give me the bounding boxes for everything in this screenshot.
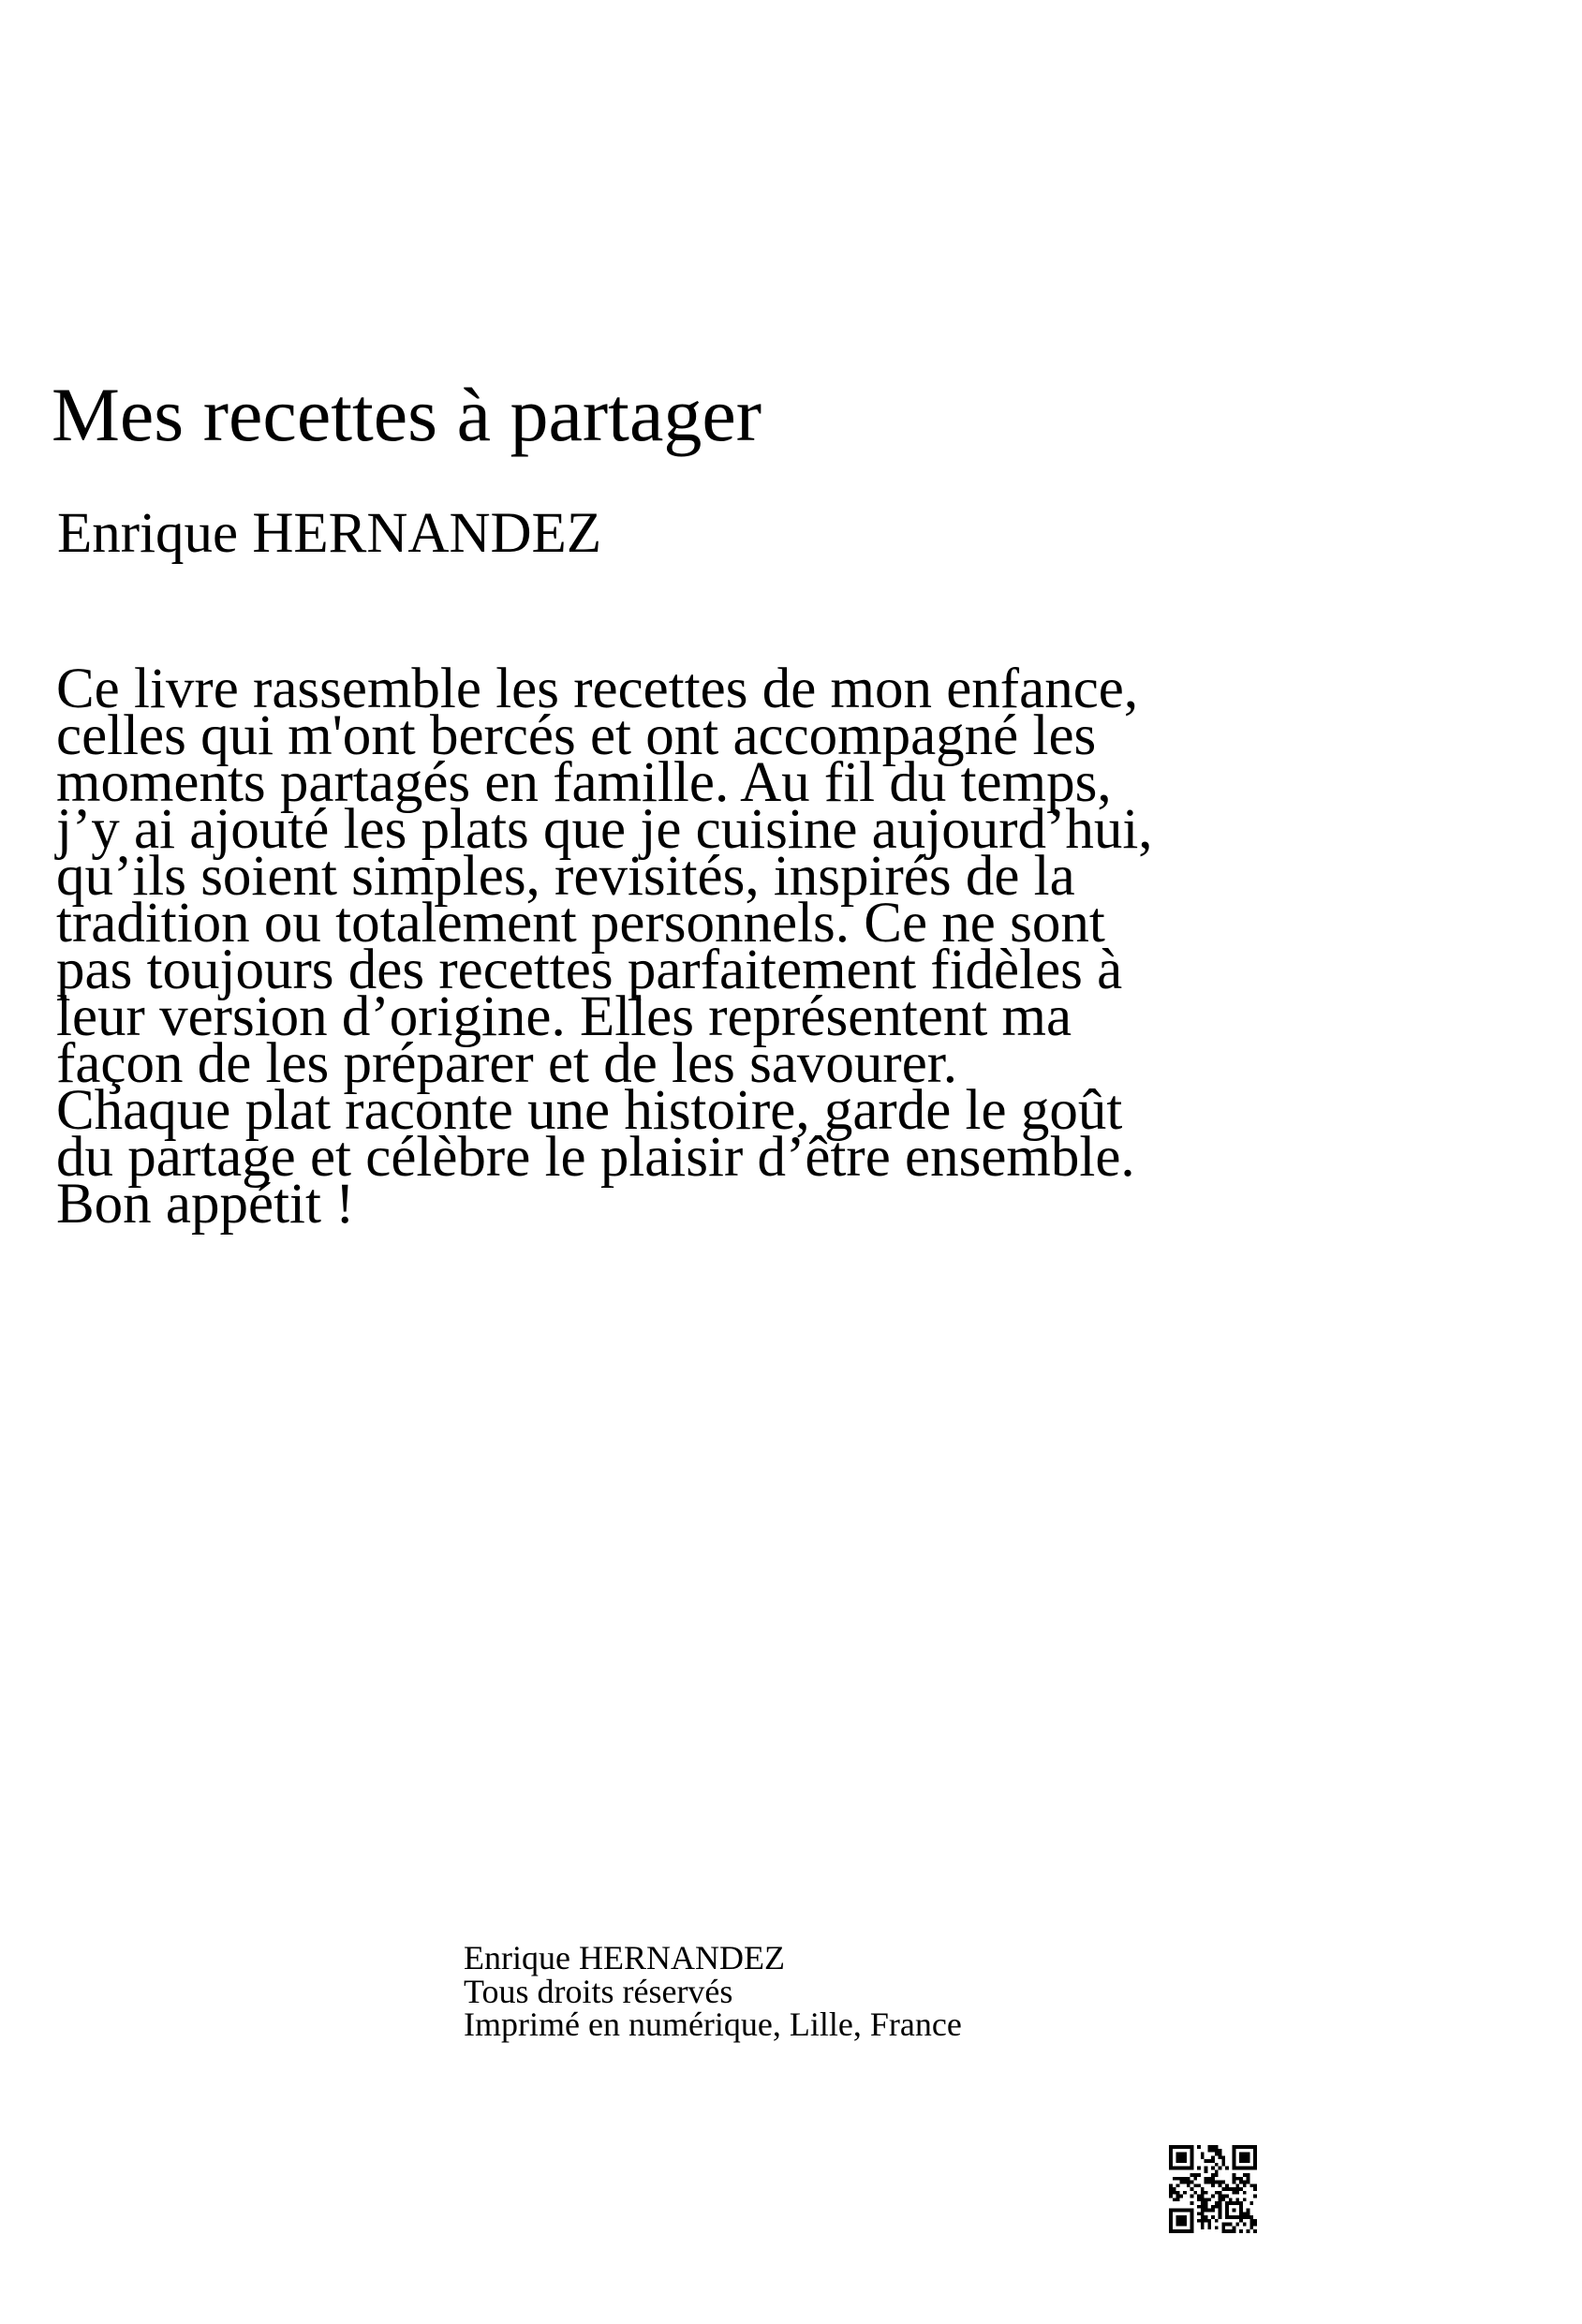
intro-line: Ce livre rassemble les recettes de mon enfance,: [56, 658, 1139, 720]
intro-line: du partage et célèbre le plaisir d’être ensemble.: [56, 1126, 1135, 1189]
colophon-rights: Tous droits réservés: [464, 1972, 733, 2010]
intro-line: tradition ou totalement personnels. Ce ne sont: [56, 892, 1105, 955]
intro-line: pas toujours des recettes parfaitement fidèles à: [56, 939, 1123, 1001]
intro-line: Bon appétit !: [56, 1173, 355, 1236]
colophon: [464, 1939, 962, 2043]
qr-code: [1169, 2145, 1257, 2233]
author-name: Enrique HERNANDEZ: [57, 502, 602, 565]
intro-line: Chaque plat raconte une histoire, garde le goût: [56, 1079, 1123, 1142]
intro-line: leur version d’origine. Elles représentent ma: [56, 985, 1072, 1048]
intro-line: qu’ils soient simples, revisités, inspirés de la: [56, 845, 1075, 908]
intro-paragraph: [56, 658, 1153, 1236]
intro-line: j’y ai ajouté les plats que je cuisine aujourd’hui,: [56, 798, 1153, 861]
intro-line: moments partagés en famille. Au fil du temps,: [56, 751, 1112, 814]
qr-code-image: [1169, 2145, 1257, 2233]
colophon-publisher: Enrique HERNANDEZ: [464, 1939, 785, 1976]
intro-line: celles qui m'ont bercés et ont accompagné les: [56, 704, 1097, 767]
colophon-printing: Imprimé en numérique, Lille, France: [464, 2006, 962, 2043]
intro-line: façon de les préparer et de les savourer.: [56, 1032, 957, 1095]
page-title: Mes recettes à partager: [52, 372, 762, 457]
